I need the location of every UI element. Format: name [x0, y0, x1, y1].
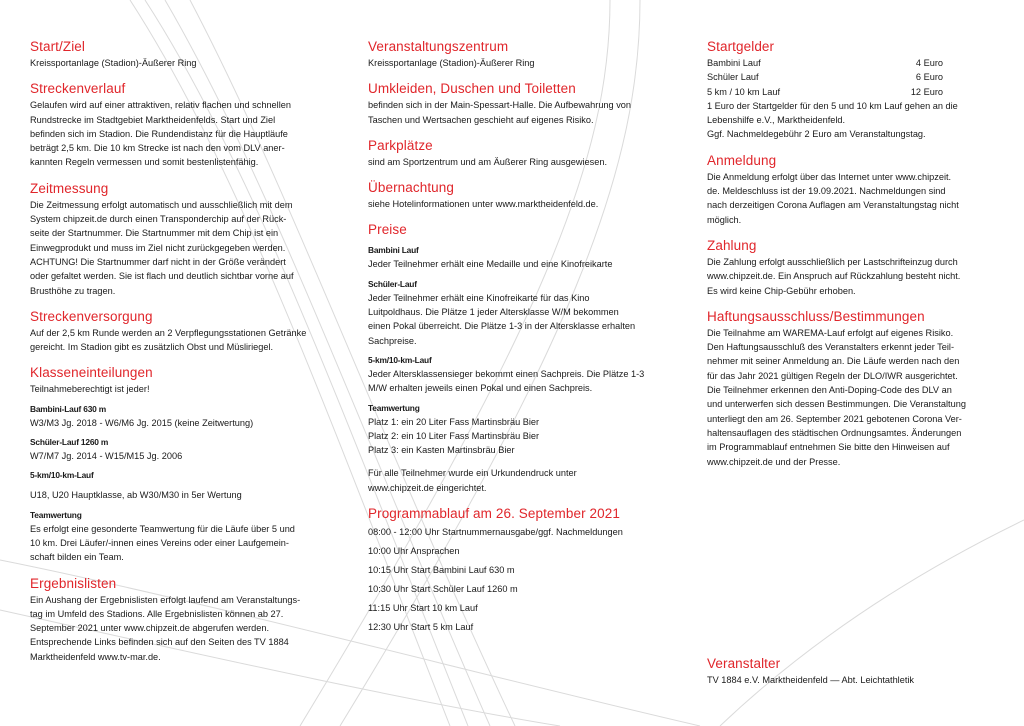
section-parkplaetze [368, 137, 668, 169]
text-bambini: W3/M3 Jg. 2018 - W6/M6 Jg. 2015 (keine Zeitwertung) [30, 417, 254, 428]
text-line: befinden sich im Stadion. Die Rundendistanz für die Hauptläufe [30, 128, 288, 139]
program-item: 10:30 Uhr Start Schüler Lauf 1260 m [368, 584, 518, 595]
text-line: Die Zeitmessung erfolgt automatisch und ausschließlich mit dem [30, 199, 293, 210]
heading-preise: Preise [368, 222, 407, 238]
subheading-teamwertung: Teamwertung [368, 402, 420, 413]
text-veranstalter: TV 1884 e.V. Marktheidenfeld — Abt. Leichtathletik [707, 675, 915, 685]
section-streckenverlauf [30, 80, 330, 169]
text-line: Für alle Teilnehmer wurde ein Urkundendruck unter [368, 468, 577, 479]
text-line: Platz 2: ein 10 Liter Fass Martinsbräu Bier [368, 430, 540, 441]
text-line: Rundstrecke im Stadtgebiet Marktheidenfelds. Start und Ziel [30, 114, 276, 125]
text-line: www.chipzeit.de und der Presse. [707, 456, 841, 467]
text-line: 10 km. Drei Läufer/-innen eines Vereins oder einer Laufgemein- [30, 537, 289, 548]
table-row [707, 85, 943, 99]
text-line: befinden sich in der Main-Spessart-Halle. Die Aufbewahrung von [368, 100, 632, 111]
section-programmablauf [368, 505, 668, 637]
text-line: Den Haftungsausschluß des Veranstalters erkennt jeder Teil- [707, 342, 955, 353]
text-line: Brusthöhe zu tragen. [30, 285, 116, 296]
fee-amount: 12 Euro [910, 86, 943, 97]
fee-label: 5 km / 10 km Lauf [707, 86, 781, 97]
text-line: möglich. [707, 214, 742, 225]
text-line: 1 Euro der Startgelder für den 5 und 10 km Lauf gehen an die [707, 100, 958, 111]
subheading-5-10km: 5-km/10-km-Lauf [30, 470, 94, 481]
text-line: Es erfolgt eine gesonderte Teamwertung für die Läufe über 5 und [30, 523, 295, 534]
fees-table [707, 56, 943, 99]
text-line: Die Anmeldung erfolgt über das Internet unter www.chipzeit. [707, 171, 952, 182]
heading-startgelder: Startgelder [707, 39, 775, 54]
program-item: 12:30 Uhr Start 5 km Lauf [368, 622, 474, 633]
text-line: Die Zahlung erfolgt ausschließlich per Lastschrifteinzug durch [707, 256, 958, 267]
text-line: www.chipzeit.de eingerichtet. [368, 482, 487, 493]
section-veranstalter [707, 655, 992, 687]
text-line: Ein Aushang der Ergebnislisten erfolgt laufend am Veranstaltungs- [30, 594, 301, 605]
section-startgelder [707, 38, 992, 142]
text-bambini: Jeder Teilnehmer erhält eine Medaille und eine Kinofreikarte [368, 259, 613, 270]
text-line: Platz 3: ein Kasten Martinsbräu Bier [368, 445, 515, 456]
fee-amount: 6 Euro [915, 72, 943, 83]
section-zeitmessung [30, 180, 330, 298]
text-line: einen Pokal überreicht. Die Plätze 1-3 in der Altersklasse erhalten [368, 321, 636, 332]
text-line: seite der Startnummer. Die Startnummer mit dem Chip ist ein [30, 228, 279, 239]
text-line: Taschen und Wertsachen geschieht auf eigenes Risiko. [368, 114, 594, 125]
text-line: www.chipzeit.de. Ein Anspruch auf Rückzahlung besteht nicht. [707, 271, 961, 282]
text-line: Auf der 2,5 km Runde werden an 2 Verpflegungsstationen Getränke [30, 327, 307, 338]
heading-zahlung: Zahlung [707, 237, 757, 253]
heading-streckenversorgung: Streckenversorgung [30, 308, 153, 324]
heading-klasseneinteilungen: Klasseneinteilungen [30, 365, 153, 381]
section-streckenversorgung [30, 308, 330, 355]
text-line: gereicht. Im Stadion gibt es zusätzlich Obst und Müsliriegel. [30, 342, 274, 353]
heading-veranstalter: Veranstalter [707, 656, 781, 671]
text-line: Jeder Altersklassensieger bekommt einen Sachpreis. Die Plätze 1-3 [368, 368, 645, 379]
text-line: schaft bilden ein Team. [30, 552, 124, 563]
text-line: oder gefaltet werden. Sie ist flach und deutlich sichtbar vorne auf [30, 271, 294, 282]
heading-haftung: Haftungsausschluss/Bestimmungen [707, 308, 925, 324]
section-ergebnislisten [30, 575, 330, 664]
text-line: unterliegt den am 26. September 2021 gebotenen Corona Ver- [707, 413, 962, 424]
text-line: nach derzeitigen Corona Auflagen am Veranstaltungstag nicht [707, 200, 959, 211]
subheading-bambini: Bambini Lauf [368, 245, 419, 256]
text-line: Gelaufen wird auf einer attraktiven, relativ flachen und schnellen [30, 100, 291, 111]
text-line: Die Teilnehmer erkennen den Anti-Doping-Code des DLV an [707, 385, 952, 396]
subheading-schueler: Schüler-Lauf [368, 278, 417, 289]
text-line: beträgt 2,5 km. Die 10 km Strecke ist nach den vom DLV aner- [30, 143, 285, 154]
heading-programmablauf: Programmablauf am 26. September 2021 [368, 506, 620, 522]
text-line: Jeder Teilnehmer erhält eine Kinofreikarte für das Kino [368, 292, 590, 303]
section-klasseneinteilungen [30, 364, 330, 564]
text-line: Ggf. Nachmeldegebühr 2 Euro am Veranstaltungstag. [707, 129, 926, 140]
section-haftung [707, 308, 992, 469]
column-right [707, 38, 992, 479]
text-line: tag im Umfeld des Stadions. Alle Ergebnislisten können ab 27. [30, 608, 284, 619]
section-uebernachtung [368, 179, 668, 211]
section-preise [368, 221, 668, 495]
section-anmeldung [707, 152, 992, 227]
heading-umkleiden: Umkleiden, Duschen und Toiletten [368, 81, 576, 97]
text-line: nehmer mit seiner Anmeldung an. Die Läufe werden nach den [707, 356, 960, 367]
text-line: de. Meldeschluss ist der 19.09.2021. Nachmeldungen sind [707, 186, 946, 197]
text-line: für das Jahr 2021 gültigen Regeln der DLO/IWR ausgerichtet. [707, 370, 958, 381]
section-zahlung [707, 237, 992, 298]
text-veranstaltungszentrum: Kreissportanlage (Stadion)-Äußerer Ring [368, 58, 535, 68]
text-line: Lebenshilfe e.V., Marktheidenfeld. [707, 115, 846, 126]
heading-veranstaltungszentrum: Veranstaltungszentrum [368, 39, 509, 54]
text-5-10km: U18, U20 Hauptklasse, ab W30/M30 in 5er Wertung [30, 490, 242, 501]
subheading-5-10km: 5-km/10-km-Lauf [368, 354, 432, 365]
fee-amount: 4 Euro [915, 58, 943, 68]
text-line: Einwegprodukt und muss im Ziel nicht zurückgegeben werden. [30, 242, 286, 253]
text-start-ziel: Kreissportanlage (Stadion)-Äußerer Ring [30, 58, 197, 68]
text-line: Sachpreise. [368, 335, 417, 346]
text-schueler: W7/M7 Jg. 2014 - W15/M15 Jg. 2006 [30, 451, 183, 462]
heading-parkplaetze: Parkplätze [368, 137, 433, 153]
text-line: ACHTUNG! Die Startnummer darf nicht in der Größe verändert [30, 256, 286, 267]
text-line: Luitpoldhaus. Die Plätze 1 jeder Altersklasse W/M bekommen [368, 307, 619, 318]
program-item: 08:00 - 12:00 Uhr Startnummernausgabe/ggf. Nachmeldungen [368, 527, 623, 538]
section-veranstaltungszentrum [368, 38, 668, 70]
text-line: Es wird keine Chip-Gebühr erhoben. [707, 285, 856, 296]
spacer [368, 457, 668, 466]
text-line: kannten Regeln vermessen und somit bestenlistenfähig. [30, 157, 259, 168]
table-row [707, 70, 943, 84]
program-item: 10:00 Uhr Ansprachen [368, 546, 460, 557]
text-line: im Programmablauf entnehmen Sie bitte den Hinweisen auf [707, 442, 950, 453]
table-row [707, 56, 943, 70]
heading-ergebnislisten: Ergebnislisten [30, 575, 117, 591]
text-parkplaetze: sind am Sportzentrum und am Äußerer Ring ausgewiesen. [368, 156, 607, 167]
text-line: und unterwerfen sich dessen Bestimmungen. Die Veranstaltung [707, 399, 966, 410]
text-line: Die Teilnahme am WAREMA-Lauf erfolgt auf eigenes Risiko. [707, 327, 954, 338]
text-line: System chipzeit.de durch einen Transponderchip auf der Rück- [30, 214, 287, 225]
section-start-ziel [30, 38, 330, 70]
heading-start-ziel: Start/Ziel [30, 39, 86, 54]
heading-uebernachtung: Übernachtung [368, 180, 455, 196]
program-item: 11:15 Uhr Start 10 km Lauf [368, 603, 478, 614]
column-middle [368, 38, 668, 647]
heading-anmeldung: Anmeldung [707, 152, 777, 168]
text-uebernachtung: siehe Hotelinformationen unter www.marktheidenfeld.de. [368, 199, 599, 210]
column-left [30, 38, 330, 674]
text-line: haltensauflagen des städtischen Ordnungsamtes. Änderungen [707, 427, 962, 438]
heading-streckenverlauf: Streckenverlauf [30, 81, 126, 97]
text-line: Entsprechende Links befinden sich auf den Seiten des TV 1884 [30, 637, 289, 648]
text-line: September 2021 unter www.chipzeit.de abgerufen werden. [30, 623, 270, 634]
text-line: M/W erhalten jeweils einen Pokal und einen Sachpreis. [368, 383, 593, 394]
fee-label: Schüler Lauf [707, 72, 759, 83]
subheading-bambini: Bambini-Lauf 630 m [30, 403, 106, 414]
text-intro: Teilnahmeberechtigt ist jeder! [30, 384, 150, 395]
subheading-teamwertung: Teamwertung [30, 509, 82, 520]
subheading-schueler: Schüler-Lauf 1260 m [30, 437, 109, 448]
text-line: Marktheidenfeld www.tv-mar.de. [30, 651, 161, 662]
section-umkleiden [368, 80, 668, 127]
text-line: Platz 1: ein 20 Liter Fass Martinsbräu Bier [368, 416, 540, 427]
program-item: 10:15 Uhr Start Bambini Lauf 630 m [368, 565, 515, 576]
heading-zeitmessung: Zeitmessung [30, 180, 109, 196]
fee-label: Bambini Lauf [707, 58, 761, 68]
